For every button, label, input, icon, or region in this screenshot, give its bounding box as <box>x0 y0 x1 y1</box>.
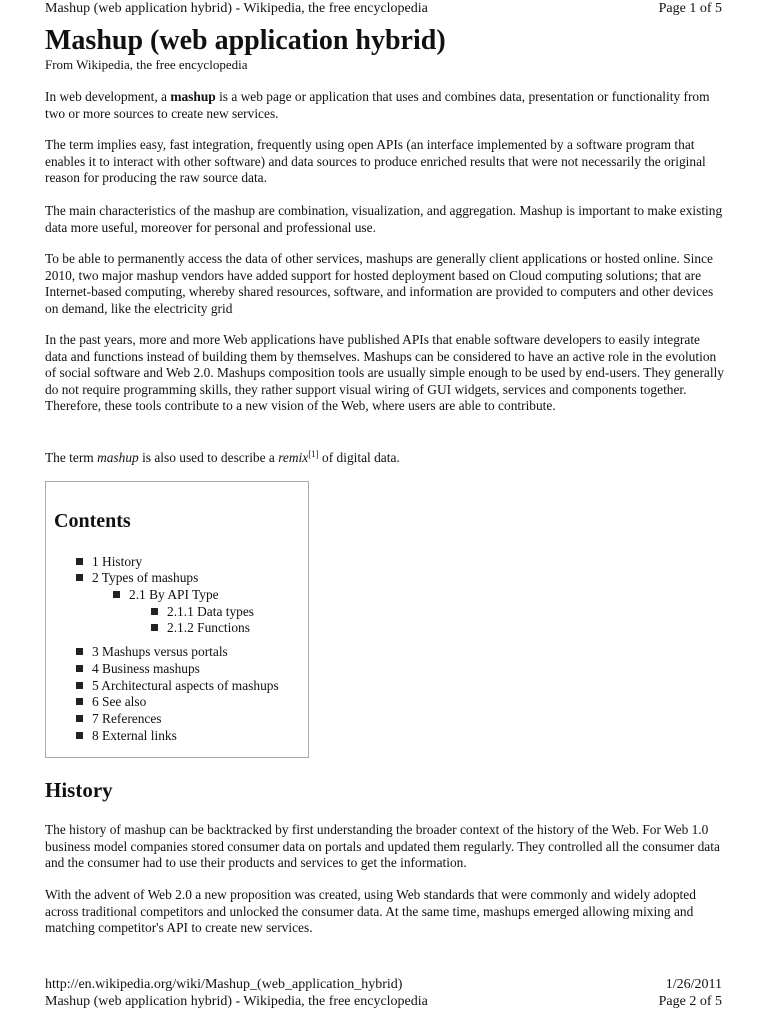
term-remix-link[interactable]: remix <box>278 450 309 465</box>
intro-text: The term <box>45 450 98 465</box>
page-title: Mashup (web application hybrid) <box>45 25 446 56</box>
print-header-page-number-2: Page 2 of 5 <box>658 994 722 1009</box>
history-paragraph-1: The history of mashup can be backtracked by first understanding the broader context of the history of the Web. For Web 1.0 business model companies stored consumer data on portals and updated them regularly. They controlled all the consumer data and the consumer had to use their products and services to get the information. <box>45 822 720 871</box>
toc-item-mashups-versus-portals[interactable] <box>76 644 228 660</box>
toc-item-label: 5 Architectural aspects of mashups <box>92 678 279 693</box>
table-of-contents <box>45 481 309 758</box>
toc-item-label: 2.1.1 Data types <box>167 604 255 619</box>
bullet-icon <box>151 624 158 631</box>
bullet-icon <box>76 732 83 739</box>
intro-paragraph-4: To be able to permanently access the data of other services, mashups are generally client applications or hosted online. Since 2010, two major mashup vendors have added support for hosted deployment based on Cloud computing solutions; that are Internet-based computing, whereby shared resources, software, and information are provided to computers and other devices on demand, like the electricity grid <box>45 251 714 316</box>
toc-item-external-links[interactable] <box>76 728 177 744</box>
term-mashup-link[interactable]: mashup <box>97 450 139 465</box>
toc-item-label: 2.1.2 Functions <box>167 620 250 635</box>
toc-item-label: 3 Mashups versus portals <box>92 644 228 659</box>
toc-item-business-mashups[interactable] <box>76 661 200 677</box>
toc-item-types-of-mashups[interactable] <box>76 570 198 586</box>
bullet-icon <box>76 648 83 655</box>
intro-paragraph-6 <box>45 450 725 467</box>
bullet-icon <box>113 591 120 598</box>
toc-title: Contents <box>54 510 131 532</box>
history-paragraph-2: With the advent of Web 2.0 a new proposition was created, using Web standards that were commonly and widely adopted across traditional competitors and unlocked the consumer data. At the same time, mashups emerged allowing mixing and matching competitor's API to create new services. <box>45 887 696 936</box>
toc-item-see-also[interactable] <box>76 694 146 710</box>
toc-item-label: 1 History <box>92 554 143 569</box>
intro-paragraph-2: The term implies easy, fast integration, frequently using open APIs (an interface implemented by a software program that enables it to interact with other software) and data sources to produce enriched results that were not necessarily the original reason for producing the raw source data. <box>45 137 706 186</box>
citation-1-link[interactable]: [1] <box>308 449 319 459</box>
print-header-title: Mashup (web application hybrid) - Wikipedia, the free encyclopedia <box>45 1 428 16</box>
print-footer-url: http://en.wikipedia.org/wiki/Mashup_(web_application_hybrid) <box>45 977 403 992</box>
intro-text: is also used to describe a <box>138 450 279 465</box>
toc-item-functions[interactable] <box>151 620 250 636</box>
bullet-icon <box>76 698 83 705</box>
print-header-title-page-2: Mashup (web application hybrid) - Wikipedia, the free encyclopedia <box>45 994 428 1009</box>
toc-item-label: 2 Types of mashups <box>92 570 199 585</box>
page-subtitle: From Wikipedia, the free encyclopedia <box>45 57 248 72</box>
bullet-icon <box>151 608 158 615</box>
toc-item-history[interactable] <box>76 554 142 570</box>
intro-paragraph-5: In the past years, more and more Web applications have published APIs that enable software developers to easily integrate data and functions instead of building them by themselves. Mashups can be considered to have an active role in the evolution of social software and Web 2.0. Mashups composition tools are usually simple enough to be used by end-users. They generally do not require programming skills, they rather support visual wiring of GUI widgets, services and components together. Therefore, these tools contribute to a new vision of the Web, where users are able to contribute. <box>45 332 724 414</box>
intro-text: In web development, a <box>45 89 171 104</box>
toc-item-by-api-type[interactable] <box>113 587 219 603</box>
toc-item-label: 6 See also <box>92 694 147 709</box>
print-header-page-number: Page 1 of 5 <box>658 1 722 16</box>
toc-item-data-types[interactable] <box>151 604 254 620</box>
bullet-icon <box>76 682 83 689</box>
bullet-icon <box>76 558 83 565</box>
term-mashup-bold: mashup <box>170 89 216 104</box>
toc-item-label: 2.1 By API Type <box>129 587 219 602</box>
print-footer-date: 1/26/2011 <box>665 977 722 992</box>
intro-paragraph-1 <box>45 89 725 122</box>
bullet-icon <box>76 665 83 672</box>
toc-item-label: 7 References <box>92 711 162 726</box>
intro-paragraph-3: The main characteristics of the mashup are combination, visualization, and aggregation. Mashup is important to make existing data more useful, moreover for personal and professional use. <box>45 203 723 235</box>
toc-item-label: 8 External links <box>92 728 177 743</box>
intro-text: of digital data. <box>318 450 400 465</box>
intro-text: is a web page or application that uses and combines data, presentation or functionality from two or more sources to create new services. <box>45 89 710 121</box>
toc-item-architectural-aspects[interactable] <box>76 678 279 694</box>
section-heading-history: History <box>45 778 113 802</box>
bullet-icon <box>76 715 83 722</box>
toc-item-references[interactable] <box>76 711 162 727</box>
toc-item-label: 4 Business mashups <box>92 661 200 676</box>
bullet-icon <box>76 574 83 581</box>
